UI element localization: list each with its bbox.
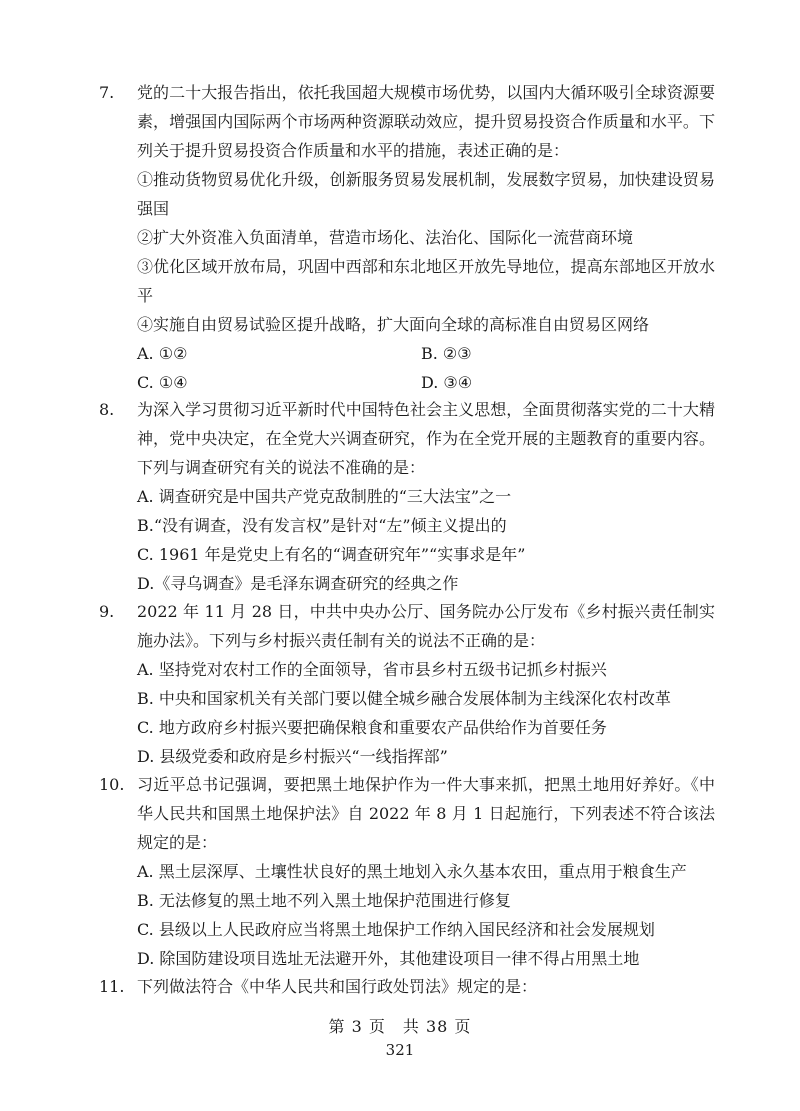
- question-7: [99, 78, 715, 397]
- option-c[interactable]: C. 1961 年是党史上有名的“调查研究年”“实事求是年”: [137, 545, 526, 564]
- question-8: [99, 395, 715, 598]
- question-number: 10.: [99, 775, 125, 794]
- option-a[interactable]: A. 调查研究是中国共产党克敌制胜的“三大法宝”之一: [137, 487, 512, 506]
- question-stem: 2022 年 11 月 28 日，中共中央办公厅、国务院办公厅发布《乡村振兴责任制实施办法》。下列与乡村振兴责任制有关的说法不正确的是：: [137, 602, 715, 650]
- page-indicator: 第 3 页 共 38 页: [328, 1017, 472, 1036]
- option-row: [137, 339, 715, 368]
- question-stem: 下列做法符合《中华人民共和国行政处罚法》规定的是：: [137, 977, 538, 996]
- option-d[interactable]: D. 县级党委和政府是乡村振兴“一线指挥部”: [137, 747, 448, 766]
- statement-item: ③优化区域开放布局，巩固中西部和东北地区开放先导地位，提高东部地区开放水平: [137, 257, 715, 305]
- option-row: [137, 368, 715, 397]
- option-d[interactable]: D. 除国防建设项目选址无法避开外，其他建设项目一律不得占用黑土地: [137, 949, 640, 968]
- option-c[interactable]: C. 县级以上人民政府应当将黑土地保护工作纳入国民经济和社会发展规划: [137, 920, 655, 939]
- statement-item: ④实施自由贸易试验区提升战略，扩大面向全球的高标准自由贸易区网络: [137, 315, 650, 334]
- statement-item: ②扩大外资准入负面清单，营造市场化、法治化、国际化一流营商环境: [137, 228, 634, 247]
- question-9: [99, 597, 715, 771]
- option-d[interactable]: D.《寻乌调查》是毛泽东调查研究的经典之作: [137, 574, 459, 593]
- option-b[interactable]: B.“没有调查，没有发言权”是针对“左”倾主义提出的: [137, 516, 507, 535]
- question-number: 7.: [99, 83, 115, 102]
- question-number: 11.: [99, 977, 125, 996]
- option-d[interactable]: D. ③④: [421, 373, 473, 392]
- option-a[interactable]: A. ①②: [137, 344, 188, 363]
- question-stem: 习近平总书记强调，要把黑土地保护作为一件大事来抓，把黑土地用好养好。《中华人民共和国黑土地保护法》自 2022 年 8 月 1 日起施行，下列表述不符合该法规定的是：: [137, 775, 715, 852]
- question-11: [99, 972, 715, 1001]
- question-10: [99, 770, 715, 973]
- option-b[interactable]: B. 无法修复的黑土地不列入黑土地保护范围进行修复: [137, 891, 511, 910]
- question-number: 9.: [99, 602, 115, 621]
- question-number: 8.: [99, 400, 115, 419]
- option-b[interactable]: B. ②③: [421, 344, 472, 363]
- option-c[interactable]: C. ①④: [137, 373, 188, 392]
- option-a[interactable]: A. 坚持党对农村工作的全面领导，省市县乡村五级书记抓乡村振兴: [137, 660, 607, 679]
- question-stem: 为深入学习贯彻习近平新时代中国特色社会主义思想，全面贯彻落实党的二十大精神，党中央决定，在全党大兴调查研究，作为在全党开展的主题教育的重要内容。下列与调查研究有关的说法不准确的是：: [137, 400, 715, 477]
- option-a[interactable]: A. 黑土层深厚、土壤性状良好的黑土地划入永久基本农田，重点用于粮食生产: [137, 862, 687, 881]
- option-b[interactable]: B. 中央和国家机关有关部门要以健全城乡融合发展体制为主线深化农村改革: [137, 689, 671, 708]
- question-stem: 党的二十大报告指出，依托我国超大规模市场优势，以国内大循环吸引全球资源要素，增强国内国际两个市场两种资源联动效应，提升贸易投资合作质量和水平。下列关于提升贸易投资合作质量和水平的措施，表述正确的是：: [137, 83, 715, 160]
- page-number: 321: [385, 1041, 415, 1059]
- statement-item: ①推动货物贸易优化升级，创新服务贸易发展机制，发展数字贸易，加快建设贸易强国: [137, 170, 715, 218]
- option-c[interactable]: C. 地方政府乡村振兴要把确保粮食和重要农产品供给作为首要任务: [137, 718, 607, 737]
